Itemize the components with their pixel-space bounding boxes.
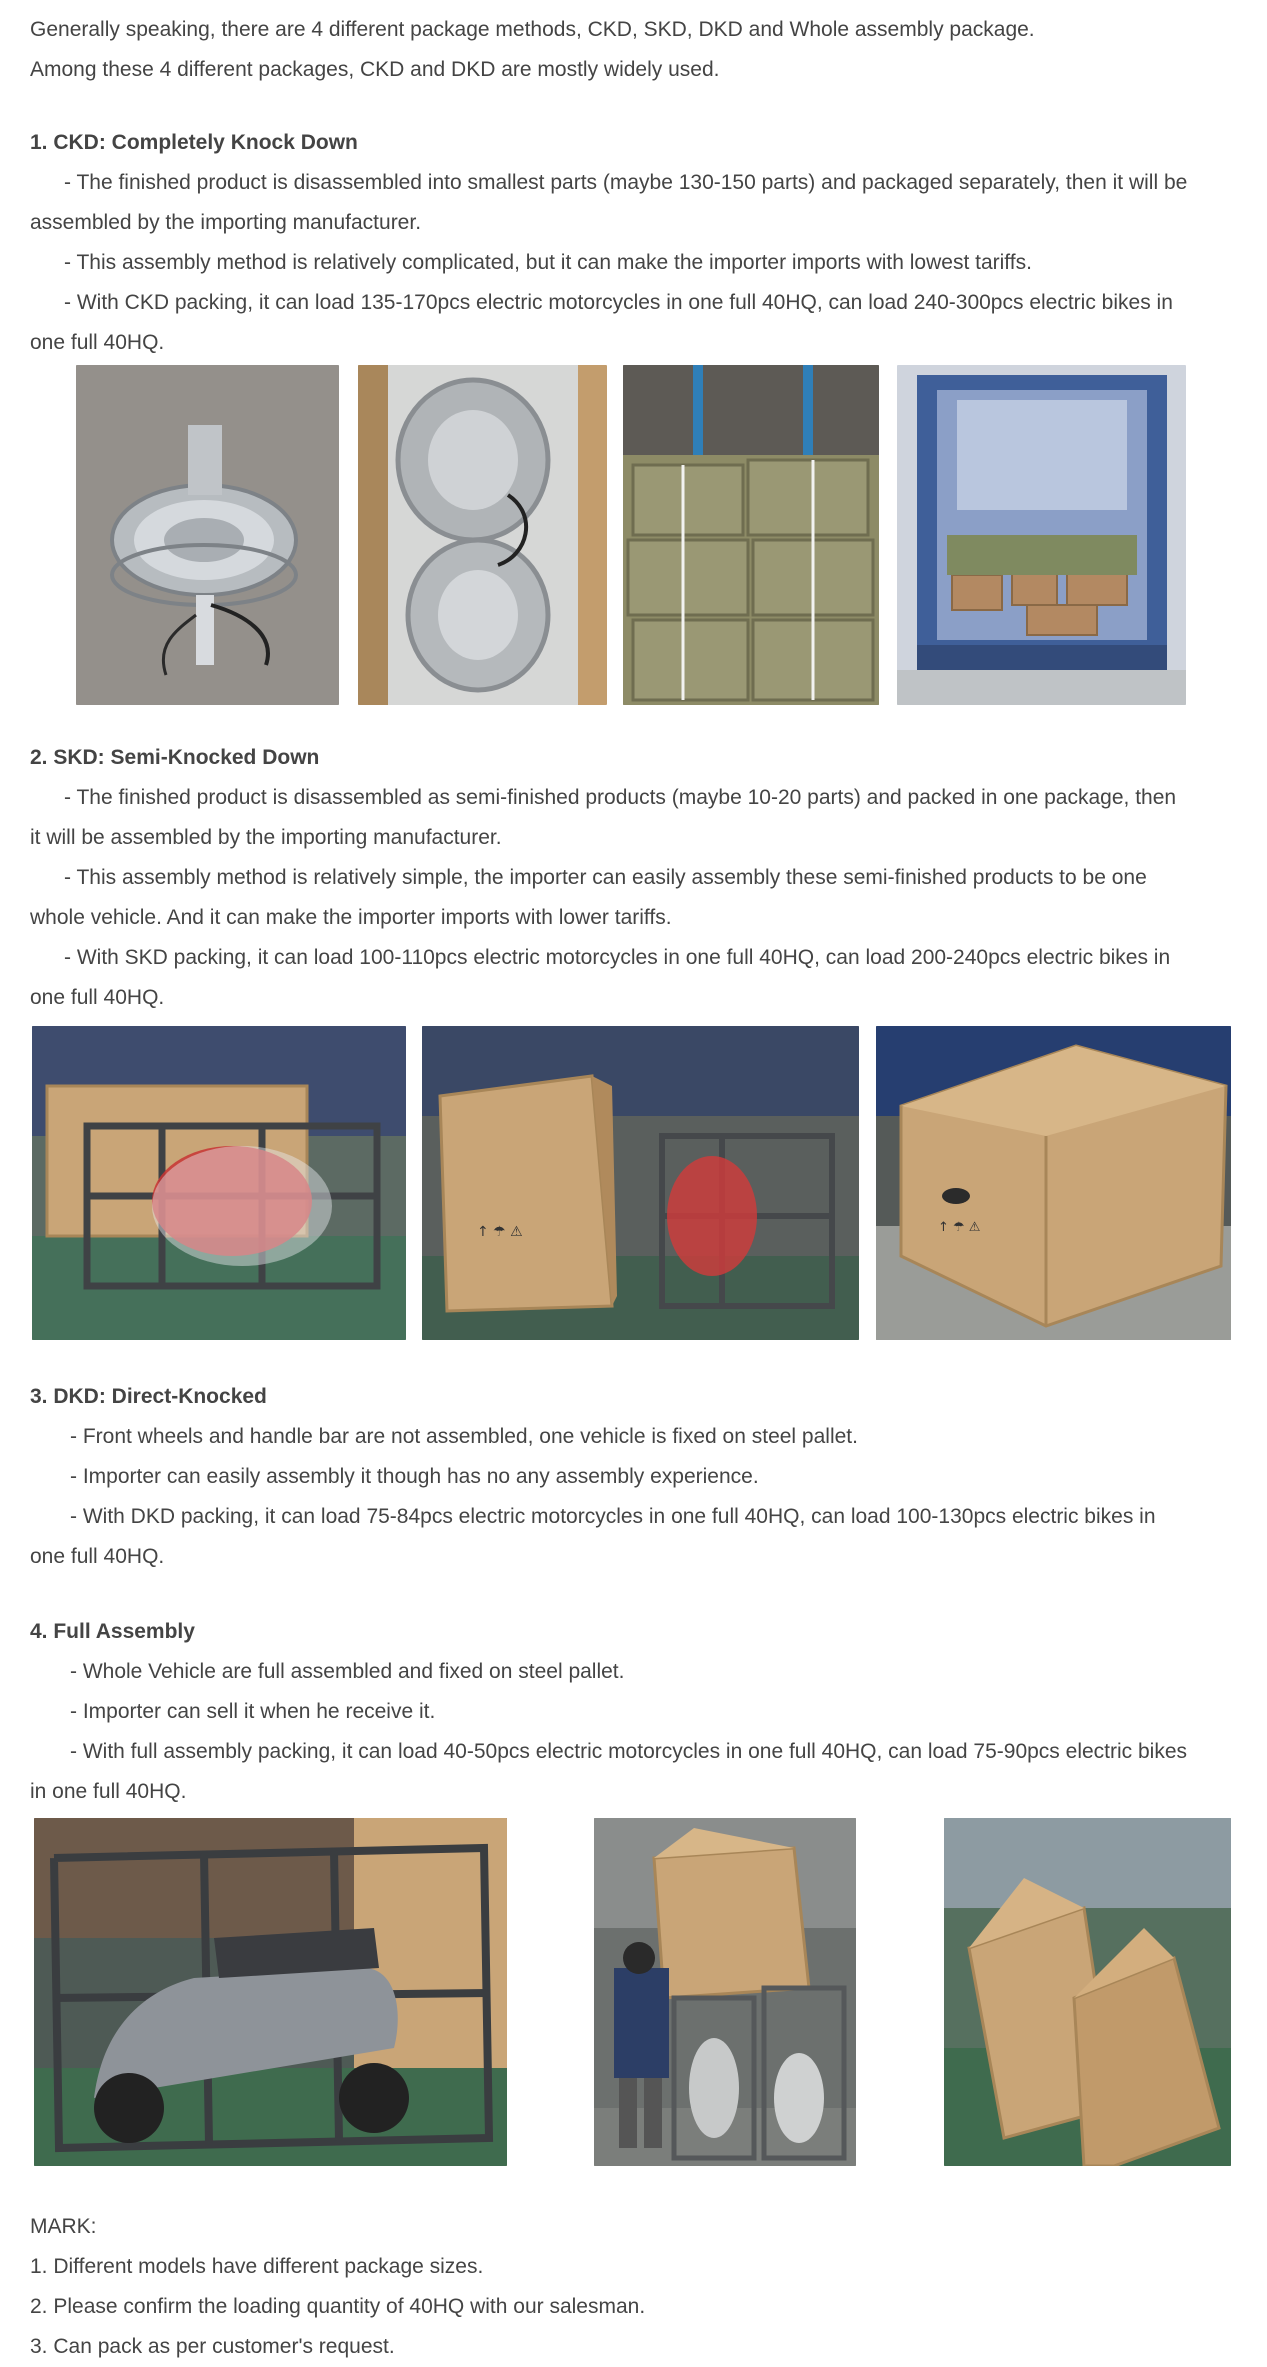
full-line-4: in one full 40HQ. xyxy=(30,1780,187,1803)
dkd-line-3: - With DKD packing, it can load 75-84pcs electric motorcycles in one full 40HQ, can load 100-130pcs electric bikes in xyxy=(70,1505,1156,1528)
mark-item-1: 1. Different models have different package sizes. xyxy=(30,2255,484,2278)
ckd-line-2: assembled by the importing manufacturer. xyxy=(30,211,422,234)
ckd-line-4: - With CKD packing, it can load 135-170pcs electric motorcycles in one full 40HQ, can load 240-300pcs electric bikes in xyxy=(64,291,1173,314)
intro-line-1: Generally speaking, there are 4 different package methods, CKD, SKD, DKD and Whole assembly package. xyxy=(30,18,1035,41)
ckd-line-1: - The finished product is disassembled into smallest parts (maybe 130-150 parts) and packaged separately, then it will be xyxy=(64,171,1188,194)
full-line-2: - Importer can sell it when he receive it. xyxy=(70,1700,436,1723)
ckd-line-3: - This assembly method is relatively complicated, but it can make the importer imports with lowest tariffs. xyxy=(64,251,1032,274)
section-heading-skd: 2. SKD: Semi-Knocked Down xyxy=(30,746,320,769)
dkd-line-1: - Front wheels and handle bar are not assembled, one vehicle is fixed on steel pallet. xyxy=(70,1425,858,1448)
worker-boxing-scooter-photo xyxy=(594,1818,856,2166)
dkd-line-4: one full 40HQ. xyxy=(30,1545,165,1568)
scooter-in-steel-frame-photo xyxy=(34,1818,507,2166)
sealed-carton-photo xyxy=(876,1026,1231,1340)
steel-frame-crate-photo xyxy=(32,1026,406,1340)
section-heading-full-assembly: 4. Full Assembly xyxy=(30,1620,195,1643)
ckd-line-5: one full 40HQ. xyxy=(30,331,165,354)
dkd-line-2: - Importer can easily assembly it though has no any assembly experience. xyxy=(70,1465,759,1488)
wheel-hub-motor-photo xyxy=(76,365,339,705)
skd-line-3: - This assembly method is relatively simple, the importer can easily assembly these semi-finished products to be one xyxy=(64,866,1147,889)
mark-title: MARK: xyxy=(30,2215,97,2238)
skd-line-2: it will be assembled by the importing manufacturer. xyxy=(30,826,502,849)
section-heading-dkd: 3. DKD: Direct-Knocked xyxy=(30,1385,267,1408)
full-line-3: - With full assembly packing, it can load 40-50pcs electric motorcycles in one full 40HQ, can load 75-90pcs electric bikes xyxy=(70,1740,1188,1763)
skd-line-1: - The finished product is disassembled as semi-finished products (maybe 10-20 parts) and packed in one package, then xyxy=(64,786,1177,809)
svg-text:↑ ☂ ⚠: ↑ ☂ ⚠ xyxy=(938,1220,981,1235)
skd-line-5: - With SKD packing, it can load 100-110pcs electric motorcycles in one full 40HQ, can load 200-240pcs electric bikes in xyxy=(64,946,1171,969)
loaded-container-photo xyxy=(897,365,1186,705)
mark-item-3: 3. Can pack as per customer's request. xyxy=(30,2335,395,2358)
section-heading-ckd: 1. CKD: Completely Knock Down xyxy=(30,131,358,154)
skd-line-6: one full 40HQ. xyxy=(30,986,165,1009)
wrapped-parts-stack-photo xyxy=(623,365,879,705)
svg-text:↑ ☂ ⚠: ↑ ☂ ⚠ xyxy=(477,1224,523,1240)
open-cartons-photo xyxy=(944,1818,1231,2166)
mark-item-2: 2. Please confirm the loading quantity of 40HQ with our salesman. xyxy=(30,2295,646,2318)
full-line-1: - Whole Vehicle are full assembled and fixed on steel pallet. xyxy=(70,1660,625,1683)
skd-line-4: whole vehicle. And it can make the importer imports with lower tariffs. xyxy=(30,906,672,929)
carton-and-crate-photo xyxy=(422,1026,859,1340)
boxed-wheels-photo xyxy=(358,365,607,705)
intro-line-2: Among these 4 different packages, CKD and DKD are mostly widely used. xyxy=(30,58,720,81)
